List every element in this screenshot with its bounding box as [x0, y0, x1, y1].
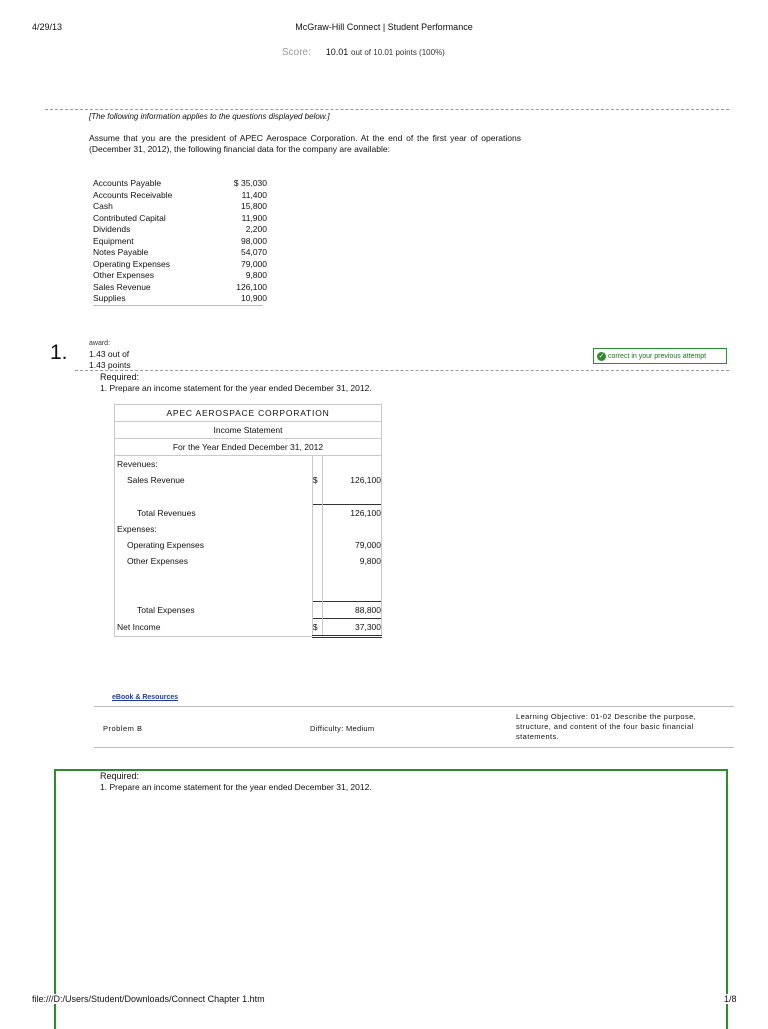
table-row: [115, 619, 382, 637]
score-total: out of 10.01 points (100%): [351, 48, 445, 57]
account-amount: 2,200: [245, 224, 267, 234]
financial-data-table: [93, 178, 267, 305]
problem-paragraph: Assume that you are the president of APEC Aerospace Corporation. At the end of the first year of operations (December 31, 2012), the following financial data for the company are available:: [89, 133, 521, 154]
award-score: 1.43 out of: [89, 349, 130, 359]
account-amount: 9,800: [245, 270, 267, 280]
question-requirement: [100, 372, 372, 394]
currency-sign: $: [312, 475, 318, 485]
account-name: Operating Expenses: [93, 258, 171, 269]
table-row: [93, 247, 267, 259]
account-name: Equipment: [93, 235, 134, 246]
status-badge: [593, 348, 727, 364]
table-row: [115, 569, 382, 585]
check-icon: ✓: [598, 352, 605, 360]
table-row: [93, 282, 267, 294]
score-value: 10.01: [325, 47, 349, 57]
learning-objective: Learning Objective: 01-02 Describe the purpose, structure, and content of the four basic financial statements.: [516, 712, 697, 741]
footer-file-path: file:///D:/Users/Student/Downloads/Connect Chapter 1.htm: [32, 994, 269, 1004]
question-divider: [75, 370, 729, 371]
statement-period: For the Year Ended December 31, 2012: [115, 439, 382, 456]
other-expenses-label: Other Expenses: [115, 553, 313, 569]
account-amount: 126,100: [236, 281, 267, 292]
account-name: Other Expenses: [93, 270, 154, 280]
account-name: Cash: [93, 201, 113, 211]
account-amount: 54,070: [241, 247, 267, 257]
ebook-resources-link[interactable]: eBook & Resources: [112, 694, 179, 701]
table-divider: [93, 305, 263, 306]
table-row: [93, 178, 267, 190]
table-row: [93, 259, 267, 271]
award-info: [89, 338, 131, 371]
sales-revenue-label: Sales Revenue: [115, 472, 313, 488]
status-text: correct in your previous attempt: [608, 352, 707, 360]
info-divider-top: [94, 706, 734, 707]
table-row: [115, 488, 382, 505]
score-summary: [282, 47, 445, 58]
answer-box: [54, 769, 728, 1029]
table-row: [115, 521, 382, 537]
required-item: 1. Prepare an income statement for the year ended December 31, 2012.: [100, 383, 372, 393]
table-row: [115, 472, 382, 488]
account-name: Dividends: [93, 224, 131, 234]
account-name: Notes Payable: [93, 247, 149, 257]
account-amount: 15,800: [241, 201, 267, 211]
company-name: APEC AEROSPACE CORPORATION: [115, 405, 382, 422]
difficulty-label: Difficulty: Medium: [310, 724, 375, 733]
net-income-value: 37,300: [323, 619, 382, 637]
required-item: 1. Prepare an income statement for the year ended December 31, 2012.: [100, 782, 372, 792]
table-row: [93, 293, 267, 305]
operating-expenses-value: 79,000: [323, 537, 382, 553]
statement-header-row: [115, 405, 382, 422]
account-name: Sales Revenue: [93, 281, 151, 292]
other-expenses-value: 9,800: [323, 553, 382, 569]
table-row: [93, 236, 267, 248]
table-row: [115, 505, 382, 522]
table-row: [93, 213, 267, 225]
table-row: [115, 456, 382, 473]
account-name: Accounts Receivable: [93, 189, 173, 200]
total-expenses-value: 88,800: [323, 602, 382, 619]
table-row: [115, 585, 382, 602]
award-points: 1.43 points: [89, 360, 131, 370]
account-name: Accounts Payable: [93, 178, 162, 188]
table-row: [115, 553, 382, 569]
table-row: [93, 270, 267, 282]
account-amount: 79,000: [241, 258, 267, 269]
score-label: Score:: [282, 47, 311, 58]
account-amount: 11,400: [241, 189, 267, 200]
problem-label: Problem B: [103, 724, 143, 733]
income-statement: [114, 404, 382, 638]
operating-expenses-label: Operating Expenses: [115, 537, 313, 553]
print-date: 4/29/13: [32, 22, 63, 32]
statement-header-row: [115, 439, 382, 456]
sales-revenue-value: 126,100: [323, 472, 382, 488]
account-amount: 10,900: [241, 293, 267, 303]
table-row: [115, 537, 382, 553]
total-expenses-label: Total Expenses: [115, 602, 313, 619]
total-revenues-label: Total Revenues: [115, 505, 313, 522]
required-heading: Required:: [100, 771, 140, 781]
section-divider: [45, 109, 729, 110]
currency-sign: $: [312, 619, 322, 637]
info-divider-bottom: [94, 747, 734, 748]
required-heading: Required:: [100, 372, 140, 382]
account-amount: $ 35,030: [233, 178, 267, 188]
statement-name: Income Statement: [115, 422, 382, 439]
total-revenues-value: 126,100: [323, 505, 382, 522]
net-income-label: Net Income: [115, 619, 313, 637]
expenses-label: Expenses:: [115, 521, 313, 537]
question-number: 1.: [50, 341, 68, 364]
account-name: Supplies: [93, 293, 126, 303]
account-amount: 98,000: [241, 235, 267, 246]
page-title: McGraw-Hill Connect | Student Performance: [295, 22, 473, 32]
answer-requirement: [100, 771, 372, 793]
account-name: Contributed Capital: [93, 212, 166, 223]
account-amount: 11,900: [241, 212, 267, 223]
revenues-label: Revenues:: [115, 456, 313, 473]
footer-page-number: 1/8: [724, 994, 737, 1004]
statement-header-row: [115, 422, 382, 439]
table-row: [93, 201, 267, 213]
table-row: [93, 190, 267, 202]
table-row: [93, 224, 267, 236]
intro-note: [The following information applies to the questions displayed below.]: [89, 112, 330, 121]
award-label: award:: [89, 340, 111, 347]
table-row: [115, 602, 382, 619]
